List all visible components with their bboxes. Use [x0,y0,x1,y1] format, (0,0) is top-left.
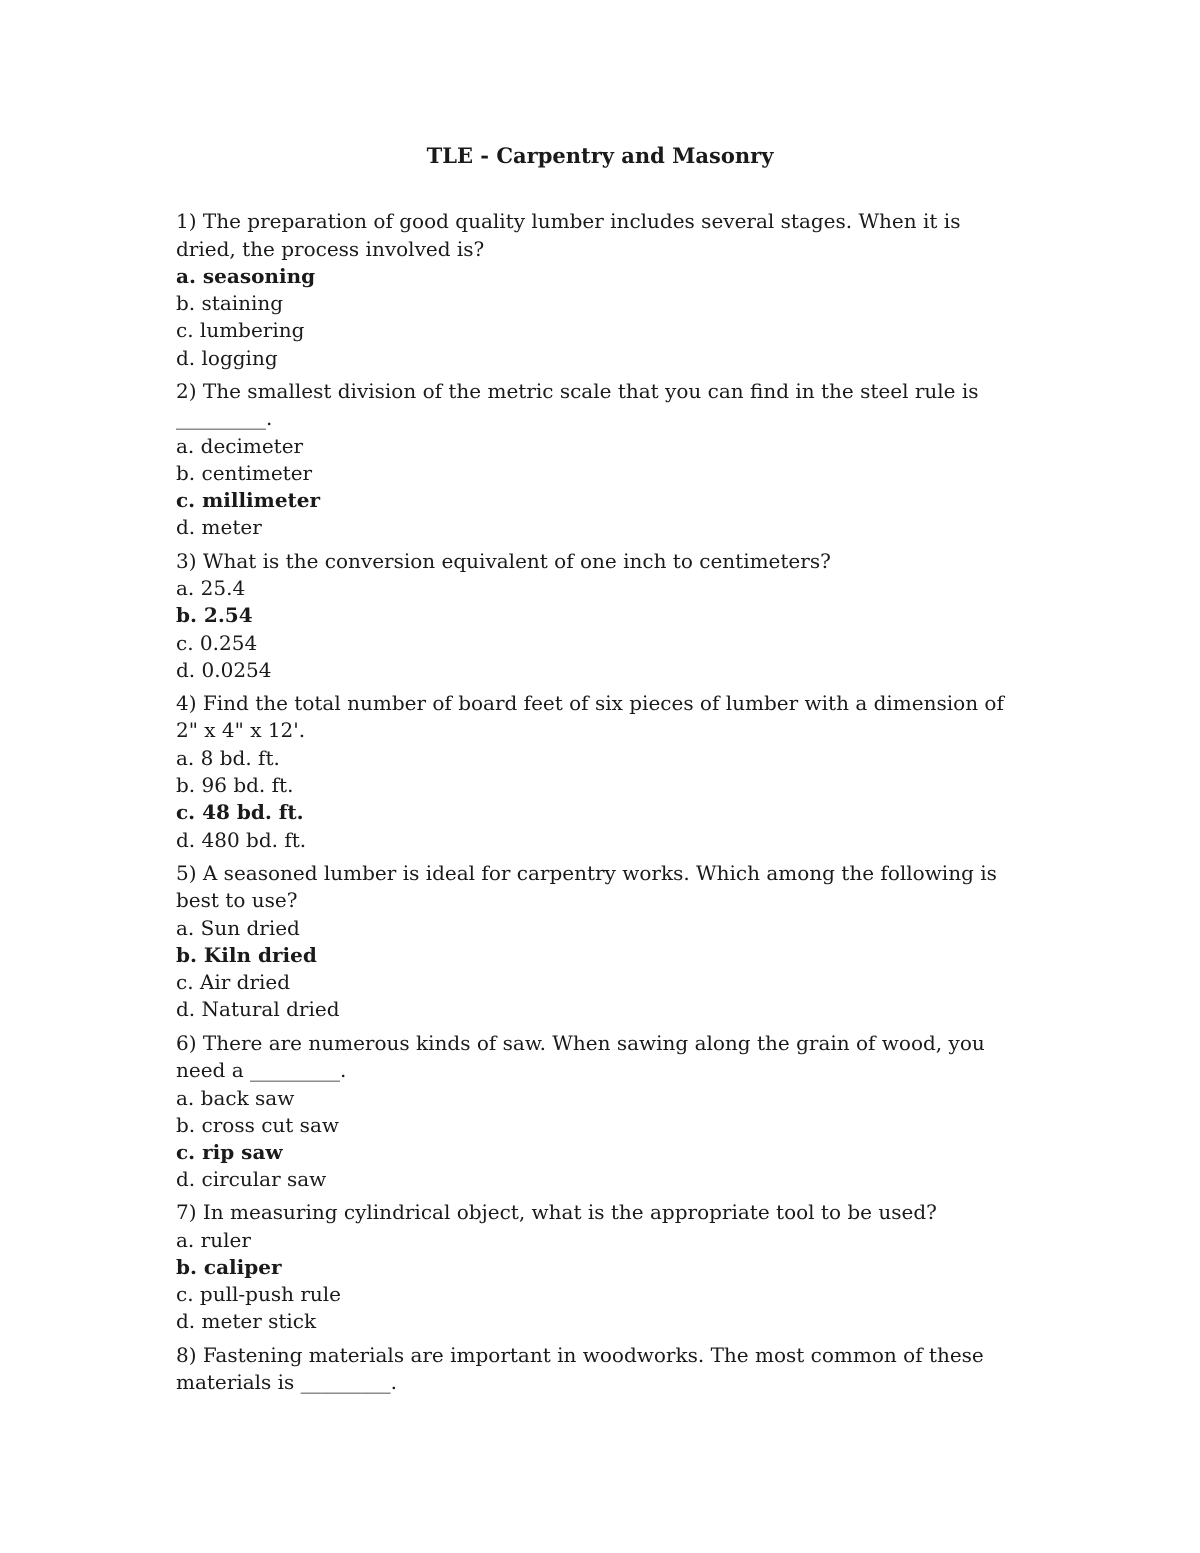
answer-option: a. ruler [176,1227,251,1252]
document-content [176,140,1026,1403]
question-text: 3) What is the conversion equivalent of one inch to centimeters? [176,548,831,573]
correct-answer-option: c. 48 bd. ft. [176,800,304,825]
answer-option: c. pull-push rule [176,1282,342,1307]
answer-option: c. lumbering [176,318,305,343]
question-text: 6) There are numerous kinds of saw. When sawing along the grain of wood, you need a _________. [176,1030,985,1083]
answer-option: b. staining [176,291,284,316]
answer-option: b. centimeter [176,461,313,486]
question-text: 8) Fastening materials are important in woodworks. The most common of these materials is _________. [176,1342,984,1395]
option-list [176,1085,1026,1194]
answer-option: d. circular saw [176,1167,327,1192]
question-block [176,1342,1026,1397]
answer-option: a. 8 bd. ft. [176,745,280,770]
document-title: TLE - Carpentry and Masonry [426,143,774,168]
answer-option: b. 96 bd. ft. [176,773,294,798]
option-list [176,263,1026,372]
question-text: 7) In measuring cylindrical object, what is the appropriate tool to be used? [176,1200,937,1225]
question-block [176,860,1026,1024]
question-block [176,690,1026,854]
answer-option: a. decimeter [176,433,304,458]
answer-option: b. cross cut saw [176,1112,339,1137]
answer-option: d. Natural dried [176,997,340,1022]
question-block [176,378,1026,542]
correct-answer-option: c. millimeter [176,488,321,513]
option-list [176,433,1026,542]
answer-option: c. 0.254 [176,630,258,655]
option-list [176,1227,1026,1336]
question-block [176,548,1026,684]
question-block [176,208,1026,372]
question-text: 2) The smallest division of the metric scale that you can find in the steel rule is _________. [176,378,979,431]
question-text: 4) Find the total number of board feet of six pieces of lumber with a dimension of 2" x 4" x 12'. [176,690,1004,743]
answer-option: d. logging [176,345,278,370]
answer-option: c. Air dried [176,970,291,995]
option-list [176,575,1026,684]
question-list [176,208,1026,1397]
question-block [176,1030,1026,1194]
question-block [176,1199,1026,1335]
answer-option: a. Sun dried [176,915,300,940]
option-list [176,915,1026,1024]
answer-option: d. meter stick [176,1309,317,1334]
question-text: 5) A seasoned lumber is ideal for carpentry works. Which among the following is best to use? [176,860,997,913]
correct-answer-option: b. Kiln dried [176,942,317,967]
answer-option: d. 480 bd. ft. [176,827,307,852]
answer-option: a. 25.4 [176,576,246,601]
correct-answer-option: b. caliper [176,1255,282,1280]
correct-answer-option: b. 2.54 [176,603,253,628]
answer-option: d. meter [176,515,262,540]
answer-option: d. 0.0254 [176,657,272,682]
correct-answer-option: c. rip saw [176,1139,283,1164]
option-list [176,745,1026,854]
correct-answer-option: a. seasoning [176,264,316,288]
answer-option: a. back saw [176,1085,295,1110]
question-text: 1) The preparation of good quality lumber includes several stages. When it is dried, the process involved is? [176,209,961,261]
